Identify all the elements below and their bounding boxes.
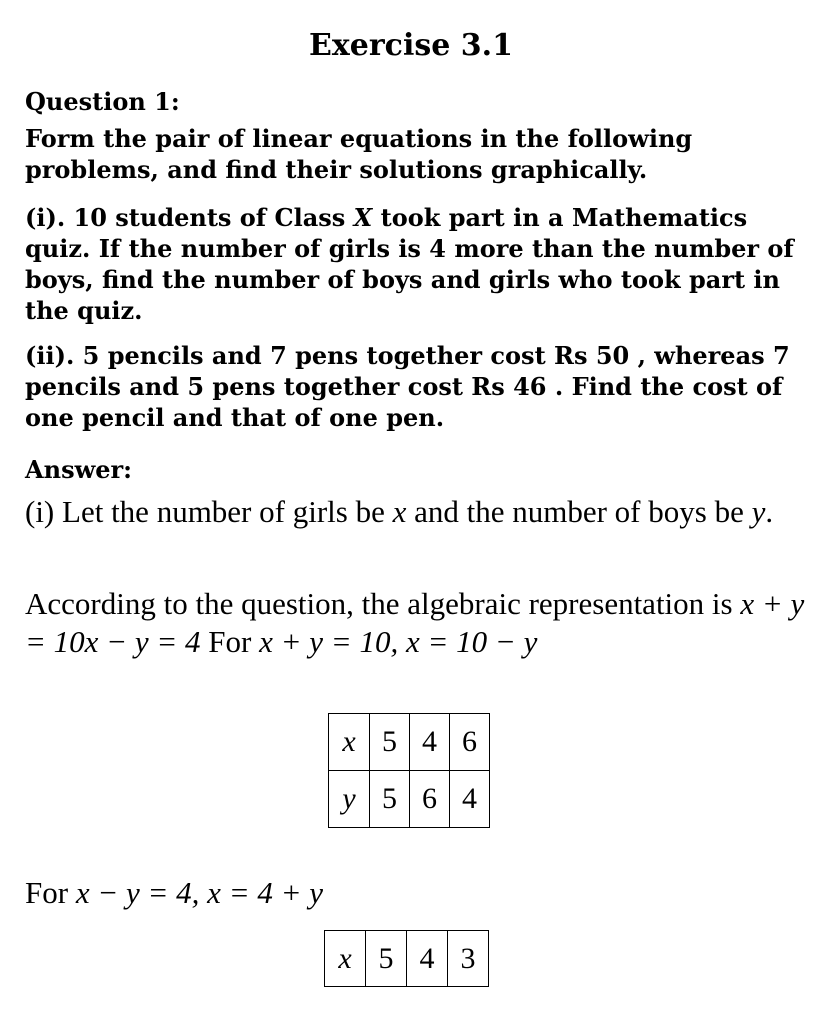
table-cell: 5 (366, 931, 407, 987)
part-i-variable: X (353, 203, 373, 232)
answer-p2-equation-2: x + y = 10, x = 10 − y (259, 624, 538, 659)
question-part-i (25, 202, 805, 326)
table-cell: 4 (407, 931, 448, 987)
table-cell: x (329, 714, 370, 771)
answer-p3-text: For (25, 875, 76, 910)
table-row (329, 714, 490, 771)
answer-p1-var-x: x (392, 494, 407, 529)
table-cell: 6 (410, 771, 450, 828)
part-i-rest: took part in a Mathematics quiz. If the number of girls is 4 more than the number of boys, find the number of boys and girls who took part in the quiz. (25, 203, 794, 325)
question-label: Question 1: (25, 87, 180, 116)
table-cell: y (329, 771, 370, 828)
answer-p1-var-y: y (751, 494, 766, 529)
answer-paragraph-3 (25, 874, 805, 912)
question-part-ii: (ii). 5 pencils and 7 pens together cost Rs 50 , whereas 7 pencils and 5 pens together cost Rs 46 . Find the cost of one pencil and that of one pen. (25, 341, 790, 432)
question-intro: Form the pair of linear equations in the following problems, and find their solutions graphically. (25, 124, 693, 184)
values-table-1 (328, 713, 490, 828)
part-i-prefix: (i). 10 students of Class (25, 203, 354, 232)
answer-paragraph-2 (25, 585, 805, 661)
table-cell: 5 (370, 714, 410, 771)
table-row (329, 771, 490, 828)
answer-p2-equation-1: x + y = 10x − y = 4 (25, 586, 805, 659)
values-table-2 (324, 930, 489, 987)
table-cell: 5 (370, 771, 410, 828)
table-cell: 3 (448, 931, 489, 987)
answer-p1-text-1: (i) Let the number of girls be (25, 494, 393, 529)
table-row (325, 931, 489, 987)
answer-p2-text-2: For (200, 624, 260, 659)
answer-p2-text-1: According to the question, the algebraic representation is (25, 586, 741, 621)
table-cell: 4 (450, 771, 490, 828)
page-title: Exercise 3.1 (309, 28, 513, 63)
table-cell: 6 (450, 714, 490, 771)
table-cell: x (325, 931, 366, 987)
answer-label: Answer: (25, 455, 133, 484)
table-cell: 4 (410, 714, 450, 771)
answer-p3-equation: x − y = 4, x = 4 + y (75, 875, 324, 910)
answer-p1-text-2: and the number of boys be (406, 494, 752, 529)
answer-paragraph-1 (25, 493, 805, 531)
answer-p1-text-3: . (765, 494, 774, 529)
